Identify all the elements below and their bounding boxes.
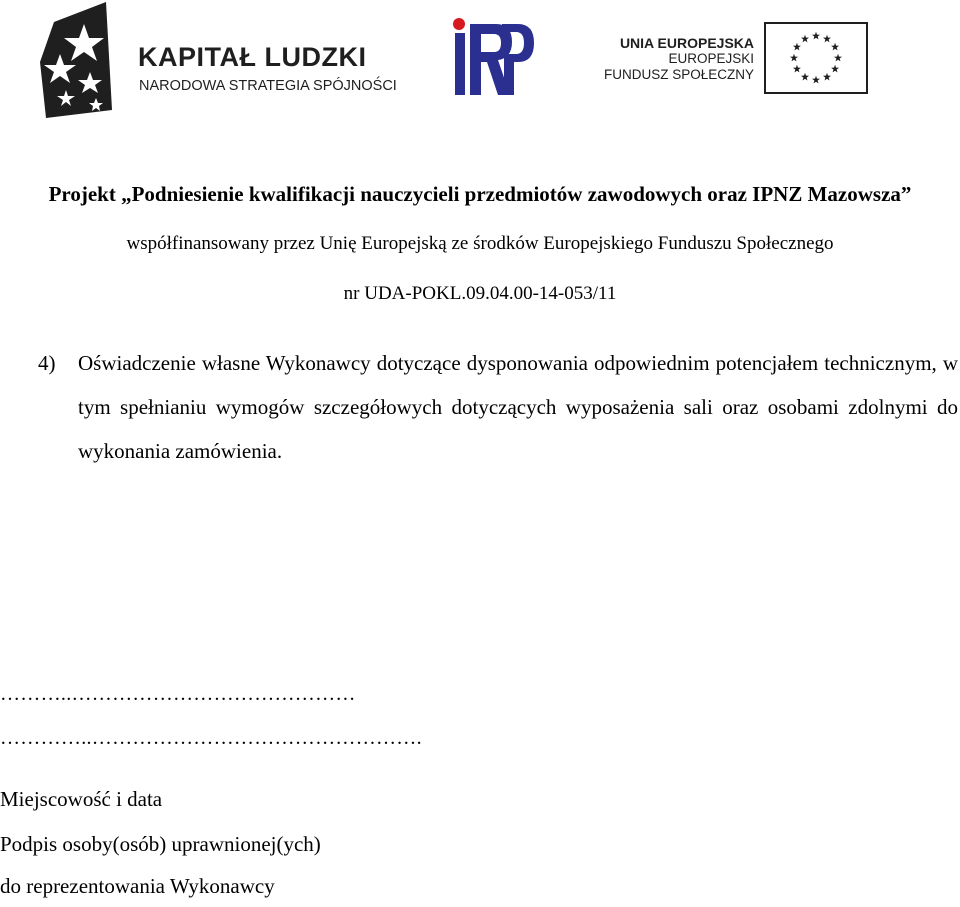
- project-number: nr UDA-POKL.09.04.00-14-053/11: [343, 283, 617, 304]
- statement-text: Oświadczenie własne Wykonawcy dotyczące dysponowania odpowiednim potencjałem technicznym, w tym spełnianiu wymogów szczegółowych dotyczących wyposażenia sali oraz osobami zdolnymi do wykonania zamówienia.: [78, 351, 958, 463]
- signature-dotted-line: …………..………………………………………….: [0, 727, 422, 749]
- statement-number: 4): [38, 351, 56, 375]
- signature-label-line-1: Podpis osoby(osób) uprawnionej(ych): [0, 832, 321, 856]
- unia-europejska-text: [604, 35, 754, 83]
- rp-logo-icon: [448, 16, 536, 100]
- kapital-ludzki-subtitle: NARODOWA STRATEGIA SPÓJNOŚCI: [139, 78, 397, 94]
- kapital-ludzki-title: KAPITAŁ LUDZKI: [138, 42, 367, 72]
- ue-line-3: FUNDUSZ SPOŁECZNY: [603, 67, 754, 82]
- project-title: Projekt „Podniesienie kwalifikacji nauczycieli przedmiotów zawodowych oraz IPNZ Mazowsza”: [48, 182, 912, 206]
- place-date-dotted-line: ………..……………………………………: [0, 683, 356, 705]
- place-date-label: Miejscowość i data: [0, 787, 163, 811]
- ue-line-2: EUROPEJSKI: [668, 51, 754, 66]
- kapital-ludzki-star-icon: [40, 2, 116, 120]
- ue-line-1: UNIA EUROPEJSKA: [619, 35, 754, 51]
- unia-europejska-logo: [603, 22, 868, 98]
- statement-item: [38, 341, 958, 473]
- project-cofinance: współfinansowany przez Unię Europejską ze środków Europejskiego Funduszu Społecznego: [126, 233, 834, 254]
- signature-label-line-2: do reprezentowania Wykonawcy: [0, 874, 275, 898]
- eu-flag-icon: [764, 22, 868, 94]
- kapital-ludzki-logo: [40, 2, 397, 120]
